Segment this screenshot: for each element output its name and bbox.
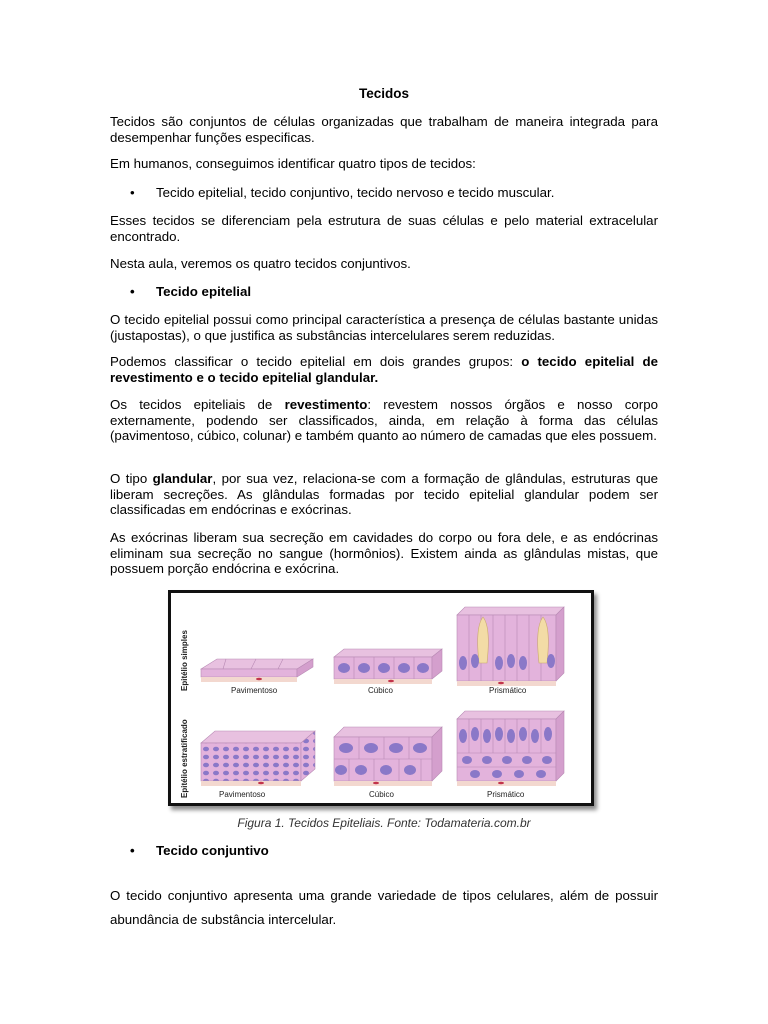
paragraph-tissue-types: Em humanos, conseguimos identificar quatro tipos de tecidos:	[110, 156, 476, 171]
paragraph-glandular: O tipo glandular, por sua vez, relaciona-se com a formação de glândulas, estruturas que liberam secreções. As glândulas formadas por tecido epitelial glandular podem ser classificadas em endócrinas e exócrinas.	[110, 471, 659, 518]
tissue-label-cubico: Cúbico	[368, 686, 393, 695]
tissue-label-prismatico-stratified: Prismático	[487, 790, 525, 799]
epithelial-tissues-figure	[168, 590, 594, 806]
bullet-icon: •	[130, 843, 135, 858]
paragraph-epitelial-characteristics: O tecido epitelial possui como principal característica a presença de células bastante unidas (justapostas), o que justifica as substâncias intercelulares serem reduzidas.	[110, 312, 658, 343]
figure-caption: Figura 1. Tecidos Epiteliais. Fonte: Todamateria.com.br	[237, 816, 531, 830]
row-label-stratified: Epitélio estratificado	[180, 719, 189, 798]
tissue-label-pavimentoso: Pavimentoso	[231, 686, 278, 695]
epithelial-tissues-illustration	[171, 593, 591, 803]
paragraph-revestimento: Os tecidos epiteliais de revestimento: revestem nossos órgãos e nosso corpo externamente, podendo ser classificados, ainda, em relação à forma das células (pavimentoso, cúbico, colunar) e também quanto ao número de camadas que eles possuem.	[110, 397, 658, 444]
paragraph-lesson: Nesta aula, veremos os quatro tecidos conjuntivos.	[110, 256, 411, 271]
document-title: Tecidos	[358, 86, 409, 101]
simple-cuboidal-tissue	[334, 649, 442, 684]
stratified-squamous-tissue	[201, 731, 315, 786]
bullet-list-item: • Tecido epitelial, tecido conjuntivo, tecido nervoso e tecido muscular.	[130, 185, 555, 200]
simple-squamous-tissue	[201, 659, 313, 682]
row-label-simple: Epitélio simples	[180, 630, 189, 691]
stratified-columnar-tissue	[457, 711, 564, 786]
paragraph-intro: Tecidos são conjuntos de células organizadas que trabalham de maneira integrada para desempenhar funções especificas.	[110, 114, 658, 145]
bullet-icon: •	[130, 185, 135, 200]
section-heading-conjuntivo: • Tecido conjuntivo	[130, 843, 269, 858]
simple-columnar-tissue	[457, 607, 564, 686]
paragraph-conjuntivo: O tecido conjuntivo apresenta uma grande variedade de tipos celulares, além de possuir abundância de substância intercelular.	[110, 888, 658, 927]
paragraph-exocrinas: As exócrinas liberam sua secreção em cavidades do corpo ou fora dele, e as endócrinas eliminam sua secreção no sangue (hormônios). Existem ainda as glândulas mistas, que possuem porção endócrina e exócrina.	[110, 530, 658, 577]
paragraph-classification: Podemos classificar o tecido epitelial em dois grandes grupos: o tecido epitelial de revestimento e o tecido epitelial glandular.	[110, 354, 658, 385]
paragraph-differences: Esses tecidos se diferenciam pela estrutura de suas células e pelo material extracelular encontrado.	[110, 213, 658, 244]
tissue-label-prismatico: Prismático	[489, 686, 527, 695]
tissue-label-pavimentoso-stratified: Pavimentoso	[219, 790, 266, 799]
tissue-label-cubico-stratified: Cúbico	[369, 790, 394, 799]
bullet-icon: •	[130, 284, 135, 299]
stratified-cuboidal-tissue	[334, 727, 442, 786]
section-heading-epitelial: • Tecido epitelial	[130, 284, 252, 299]
